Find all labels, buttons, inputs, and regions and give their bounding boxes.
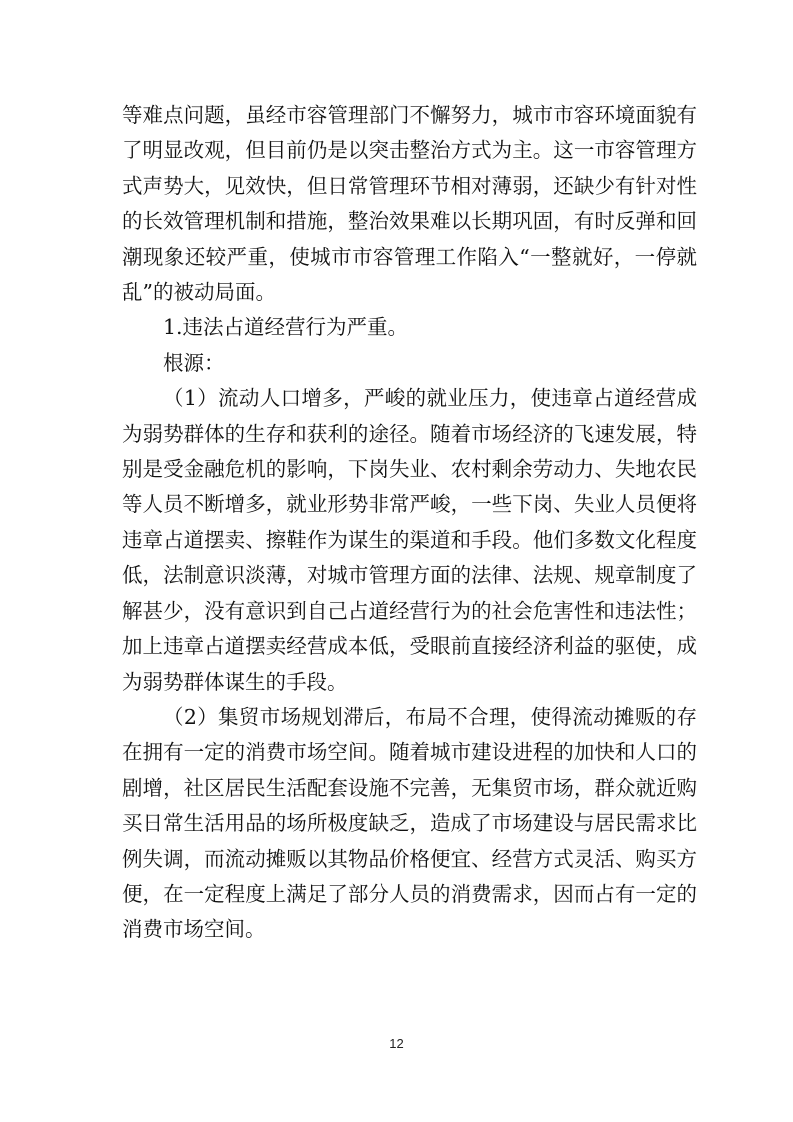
page-number: 12 [389,1036,404,1051]
paragraph-cause-1: （1）流动人口增多，严峻的就业压力，使违章占道经营成为弱势群体的生存和获利的途径。随着市场经济的飞速发展，特别是受金融危机的影响，下岗失业、农村剩余劳动力、失地农民等人员不断增多，就业形势非常严峻，一些下岗、失业人员便将违章占道摆卖、擦鞋作为谋生的渠道和手段。他们多数文化程度低，法制意识淡薄，对城市管理方面的法律、法规、规章制度了解甚少，没有意识到自己占道经营行为的社会危害性和违法性；加上违章占道摆卖经营成本低，受眼前直接经济利益的驱使，成为弱势群体谋生的手段。 [122,386,697,694]
paragraph-cause-2: （2）集贸市场规划滞后，布局不合理，使得流动摊贩的存在拥有一定的消费市场空间。随着城市建设进程的加快和人口的剧增，社区居民生活配套设施不完善，无集贸市场，群众就近购买日常生活用品的场所极度缺乏，造成了市场建设与居民需求比例失调，而流动摊贩以其物品价格便宜、经营方式灵活、购买方便，在一定程度上满足了部分人员的消费需求，因而占有一定的消费市场空间。 [122,704,697,942]
heading-illegal-road-occupation: 1.违法占道经营行为严重。 [163,315,409,340]
paragraph-continuation: 等难点问题，虽经市容管理部门不懈努力，城市市容环境面貌有了明显改观，但目前仍是以突击整治方式为主。这一市容管理方式声势大，见效快，但日常管理环节相对薄弱，还缺少有针对性的长效管理机制和措施，整治效果难以长期巩固，有时反弹和回潮现象还较严重，使城市市容管理工作陷入“一整就好，一停就乱”的被动局面。 [122,103,697,305]
heading-root-causes: 根源： [163,350,225,375]
body-text [122,98,697,948]
